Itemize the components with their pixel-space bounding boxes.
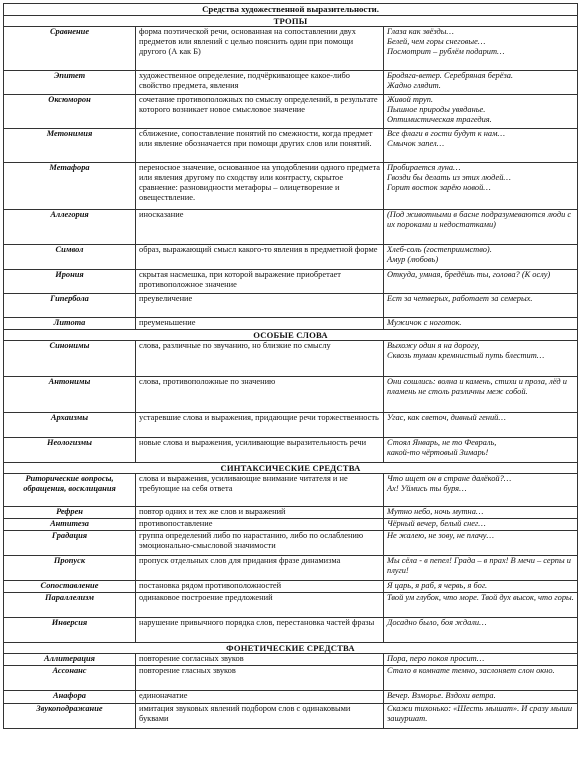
section-title: ТРОПЫ <box>4 16 578 27</box>
term-cell: Звукоподражание <box>4 704 136 729</box>
term-cell: Антонимы <box>4 377 136 413</box>
table-row <box>4 531 578 556</box>
definition-cell: преуменьшение <box>136 318 384 330</box>
term-cell: Сравнение <box>4 27 136 71</box>
term-cell: Оксюморон <box>4 95 136 129</box>
example-cell: (Под животными в басне подразумеваются люди с их пороками и недостатками) <box>384 210 578 245</box>
definition-cell: новые слова и выражения, усиливающие выразительность речи <box>136 438 384 463</box>
example-cell: Что ищет он в стране далёкой?… Ах! Уймись ты буря… <box>384 474 578 507</box>
example-cell: Бродяга-ветер. Серебряная берёза. Жадно глядит. <box>384 71 578 95</box>
table-title: Средства художественной выразительности. <box>4 4 578 16</box>
example-cell: Мужичок с ноготок. <box>384 318 578 330</box>
term-cell: Пропуск <box>4 556 136 581</box>
definition-cell: сочетание противоположных по смыслу определений, в результате которого возникает новое смысловое значение <box>136 95 384 129</box>
definition-cell: пропуск отдельных слов для придания фразе динамизма <box>136 556 384 581</box>
table-row <box>4 270 578 294</box>
table-row <box>4 666 578 691</box>
table-row <box>4 519 578 531</box>
title-row <box>4 4 578 16</box>
table-row <box>4 556 578 581</box>
section-header-row <box>4 463 578 474</box>
example-cell: Не жалею, не зову, не плачу… <box>384 531 578 556</box>
example-cell: Пробирается луна… Гвозди бы делать из этих людей… Горит восток зарёю новой… <box>384 163 578 210</box>
definition-cell: сближение, сопоставление понятий по смежности, когда предмет или явление обозначается при помощи других слов или понятий. <box>136 129 384 163</box>
term-cell: Анафора <box>4 691 136 704</box>
example-cell: Стоял Январь, не то Февраль, какой-то чёртовый Зимарь! <box>384 438 578 463</box>
example-cell: Чёрный вечер, белый снег… <box>384 519 578 531</box>
definition-cell: образ, выражающий смысл какого-то явления в предметной форме <box>136 245 384 270</box>
definition-cell: повтор одних и тех же слов и выражений <box>136 507 384 519</box>
table-row <box>4 210 578 245</box>
table-row <box>4 507 578 519</box>
term-cell: Эпитет <box>4 71 136 95</box>
example-cell: Вечер. Взморье. Вздохи ветра. <box>384 691 578 704</box>
example-cell: Они сошлись: волна и камень, стихи и проза, лёд и пламень не столь различны меж собой. <box>384 377 578 413</box>
section-title: ОСОБЫЕ СЛОВА <box>4 330 578 341</box>
example-cell: Стало в комнате темно, заслоняет слон окно. <box>384 666 578 691</box>
table-row <box>4 294 578 318</box>
example-cell: Пора, перо покоя просит… <box>384 654 578 666</box>
term-cell: Ассонанс <box>4 666 136 691</box>
term-cell: Инверсия <box>4 618 136 643</box>
term-cell: Символ <box>4 245 136 270</box>
expressive-means-table <box>3 3 578 729</box>
definition-cell: слова и выражения, усиливающие внимание читателя и не требующие на себя ответа <box>136 474 384 507</box>
example-cell: Твой ум глубок, что море. Твой дух высок, что горы. <box>384 593 578 618</box>
table-row <box>4 95 578 129</box>
example-cell: Мутно небо, ночь мутна… <box>384 507 578 519</box>
table-row <box>4 581 578 593</box>
table-row <box>4 474 578 507</box>
document-page <box>3 3 577 729</box>
table-row <box>4 318 578 330</box>
table-row <box>4 654 578 666</box>
table-row <box>4 245 578 270</box>
term-cell: Рефрен <box>4 507 136 519</box>
definition-cell: слова, противоположные по значению <box>136 377 384 413</box>
term-cell: Аллитерация <box>4 654 136 666</box>
table-row <box>4 377 578 413</box>
definition-cell: нарушение привычного порядка слов, перестановка частей фразы <box>136 618 384 643</box>
definition-cell: иносказание <box>136 210 384 245</box>
table-row <box>4 71 578 95</box>
section-title: ФОНЕТИЧЕСКИЕ СРЕДСТВА <box>4 643 578 654</box>
example-cell: Хлеб-соль (гостеприимство). Амур (любовь) <box>384 245 578 270</box>
definition-cell: единоначатие <box>136 691 384 704</box>
term-cell: Ирония <box>4 270 136 294</box>
table-row <box>4 413 578 438</box>
table-row <box>4 341 578 377</box>
section-header-row <box>4 330 578 341</box>
definition-cell: художественное определение, подчёркивающее какое-либо свойство предмета, явления <box>136 71 384 95</box>
table-row <box>4 691 578 704</box>
term-cell: Аллегория <box>4 210 136 245</box>
term-cell: Риторические вопросы, обращения, восклицания <box>4 474 136 507</box>
term-cell: Архаизмы <box>4 413 136 438</box>
example-cell: Глаза как звёзды… Белей, чем горы снеговые… Посмотрит – рублём подарит… <box>384 27 578 71</box>
example-cell: Откуда, умная, бредёшь ты, голова? (К ослу) <box>384 270 578 294</box>
section-header-row <box>4 643 578 654</box>
example-cell: Ест за четверых, работает за семерых. <box>384 294 578 318</box>
term-cell: Синонимы <box>4 341 136 377</box>
definition-cell: повторение согласных звуков <box>136 654 384 666</box>
term-cell: Метафора <box>4 163 136 210</box>
example-cell: Скажи тихонько: «Шесть мышат». И сразу мыши зашуршат. <box>384 704 578 729</box>
term-cell: Параллелизм <box>4 593 136 618</box>
section-header-row <box>4 16 578 27</box>
definition-cell: слова, различные по звучанию, но близкие по смыслу <box>136 341 384 377</box>
table-row <box>4 618 578 643</box>
term-cell: Антитеза <box>4 519 136 531</box>
example-cell: Мы сёла - в пепел! Града – в прах! В мечи – серпы и плуги! <box>384 556 578 581</box>
term-cell: Сопоставление <box>4 581 136 593</box>
table-row <box>4 438 578 463</box>
definition-cell: устаревшие слова и выражения, придающие речи торжественность <box>136 413 384 438</box>
example-cell: Живой труп. Пышное природы увяданье. Оптимистическая трагедия. <box>384 95 578 129</box>
table-row <box>4 129 578 163</box>
term-cell: Метонимия <box>4 129 136 163</box>
example-cell: Выхожу один я на дорогу, Сквозь туман кремнистый путь блестит… <box>384 341 578 377</box>
example-cell: Угас, как светоч, дивный гений… <box>384 413 578 438</box>
definition-cell: повторение гласных звуков <box>136 666 384 691</box>
table-row <box>4 27 578 71</box>
definition-cell: постановка рядом противоположностей <box>136 581 384 593</box>
definition-cell: переносное значение, основанное на уподоблении одного предмета или явления другому по сходству или контрасту, скрытое сравнение: разновидности метафоры – олицетворение и овеществление. <box>136 163 384 210</box>
definition-cell: противопоставление <box>136 519 384 531</box>
table-row <box>4 704 578 729</box>
definition-cell: группа определений либо по нарастанию, либо по ослаблению эмоционально-смысловой значимости <box>136 531 384 556</box>
example-cell: Я царь, я раб, я червь, я бог. <box>384 581 578 593</box>
term-cell: Гипербола <box>4 294 136 318</box>
definition-cell: имитация звуковых явлений подбором слов с одинаковыми буквами <box>136 704 384 729</box>
table-row <box>4 163 578 210</box>
term-cell: Литота <box>4 318 136 330</box>
definition-cell: скрытая насмешка, при которой выражение приобретает противоположное значение <box>136 270 384 294</box>
section-title: СИНТАКСИЧЕСКИЕ СРЕДСТВА <box>4 463 578 474</box>
term-cell: Неологизмы <box>4 438 136 463</box>
term-cell: Градация <box>4 531 136 556</box>
definition-cell: одинаковое построение предложений <box>136 593 384 618</box>
definition-cell: форма поэтической речи, основанная на сопоставлении двух предметов или явлений с целью пояснить один при помощи другого (А как Б) <box>136 27 384 71</box>
example-cell: Досадно было, боя ждали… <box>384 618 578 643</box>
definition-cell: преувеличение <box>136 294 384 318</box>
example-cell: Все флаги в гости будут к нам… Смычок запел… <box>384 129 578 163</box>
table-row <box>4 593 578 618</box>
